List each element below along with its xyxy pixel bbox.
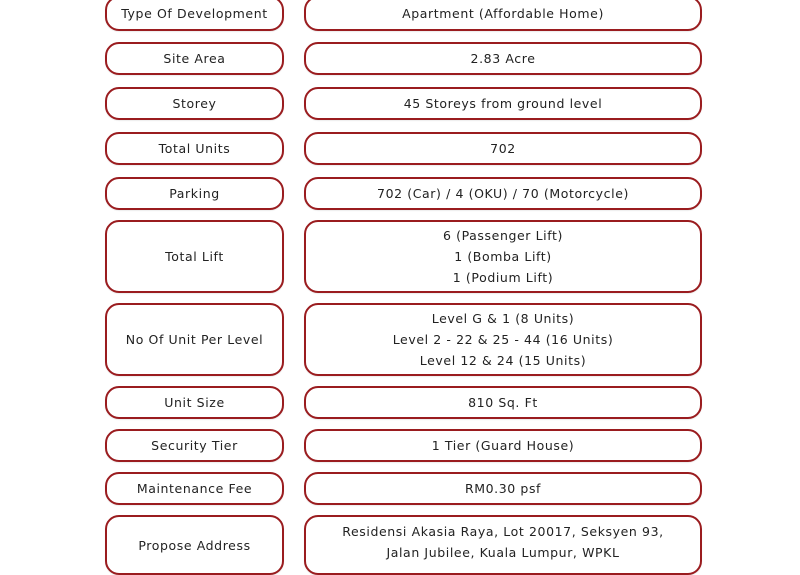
value-storey <box>304 87 702 120</box>
label-no-of-unit-per-level <box>105 303 284 376</box>
label-text: Type Of Development <box>121 6 268 21</box>
value-text: 702 (Car) / 4 (OKU) / 70 (Motorcycle) <box>377 186 629 201</box>
label-text: Total Lift <box>165 249 224 264</box>
value-line: 1 (Podium Lift) <box>452 270 554 285</box>
label-text: Maintenance Fee <box>136 481 253 496</box>
label-propose-address <box>105 515 284 575</box>
label-security-tier <box>105 429 284 462</box>
label-site-area <box>105 42 284 75</box>
value-no-of-unit-per-level <box>304 303 702 376</box>
label-text: Parking <box>169 186 220 201</box>
label-text: Propose Address <box>138 537 251 553</box>
value-site-area <box>304 42 702 75</box>
value-parking <box>304 177 702 210</box>
label-unit-size <box>105 386 284 419</box>
value-line: Residensi Akasia Raya, Lot 20017, Seksyen 93, <box>342 524 664 539</box>
value-propose-address <box>304 515 702 575</box>
value-text: 702 <box>490 141 516 156</box>
label-text: Storey <box>172 96 217 111</box>
value-security-tier <box>304 429 702 462</box>
value-type-of-development <box>304 0 702 31</box>
value-text: 45 Storeys from ground level <box>403 96 603 111</box>
value-line: Level 12 & 24 (15 Units) <box>419 353 587 368</box>
value-line: Level G & 1 (8 Units) <box>431 311 575 326</box>
value-total-units <box>304 132 702 165</box>
label-maintenance-fee <box>105 472 284 505</box>
label-text: No Of Unit Per Level <box>125 332 264 347</box>
value-line: Level 2 - 22 & 25 - 44 (16 Units) <box>392 332 614 347</box>
label-text: Security Tier <box>151 438 238 453</box>
value-total-lift <box>304 220 702 293</box>
label-type-of-development <box>105 0 284 31</box>
label-total-units <box>105 132 284 165</box>
value-text: 2.83 Acre <box>470 51 536 66</box>
label-parking <box>105 177 284 210</box>
value-line: 6 (Passenger Lift) <box>442 228 563 243</box>
value-unit-size <box>304 386 702 419</box>
label-text: Total Units <box>158 141 231 156</box>
value-maintenance-fee <box>304 472 702 505</box>
value-text: Apartment (Affordable Home) <box>402 6 604 21</box>
label-text: Unit Size <box>164 395 225 410</box>
label-storey <box>105 87 284 120</box>
value-line: 1 (Bomba Lift) <box>454 249 552 264</box>
value-text: 1 Tier (Guard House) <box>431 438 575 453</box>
label-text: Site Area <box>163 51 226 66</box>
label-total-lift <box>105 220 284 293</box>
value-line: Jalan Jubilee, Kuala Lumpur, WPKL <box>386 545 620 560</box>
value-text: RM0.30 psf <box>464 481 542 496</box>
value-text: 810 Sq. Ft <box>468 395 538 410</box>
